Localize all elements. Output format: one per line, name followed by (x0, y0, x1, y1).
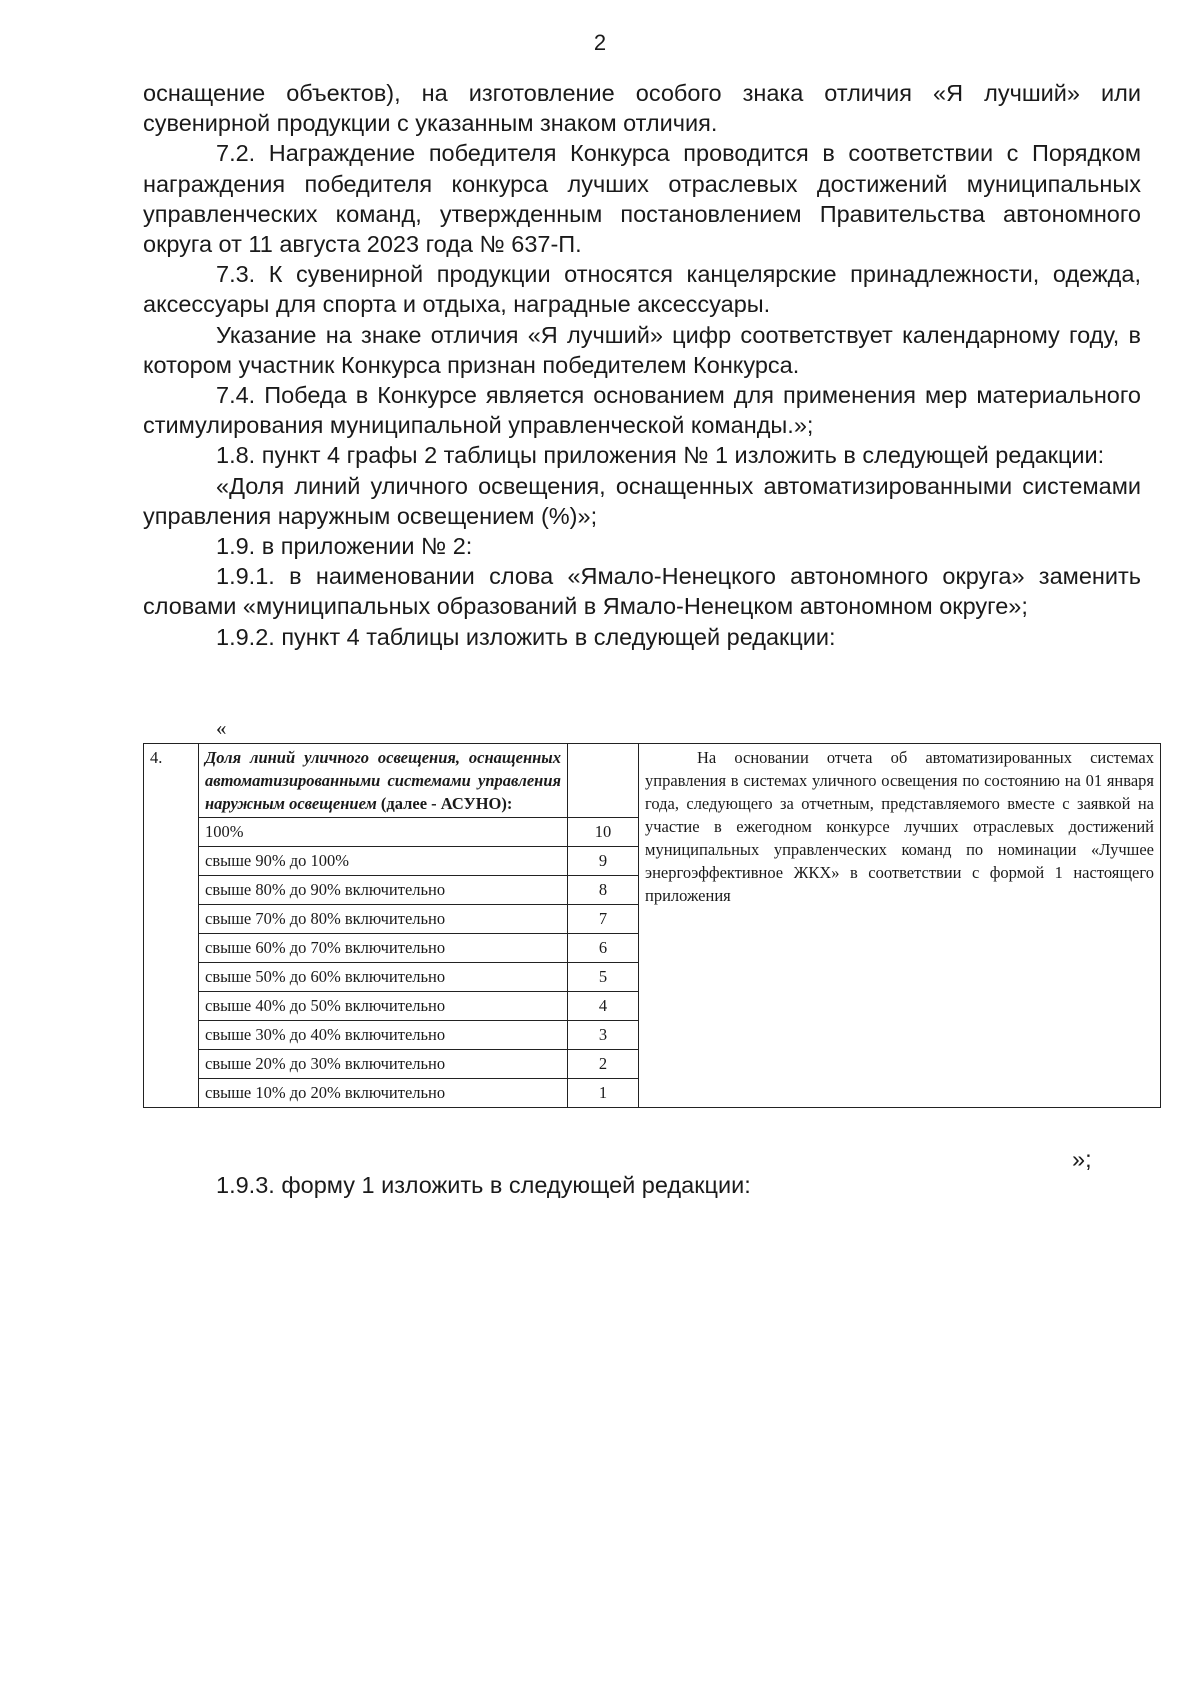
table-heading-row (144, 744, 1161, 818)
paragraph-1-8: 1.8. пункт 4 графы 2 таблицы приложения № 1 изложить в следующей редакции: (216, 442, 1105, 469)
body-text (143, 78, 1141, 652)
range-cell: свыше 20% до 30% включительно (199, 1050, 568, 1079)
paragraph-1-9-1: 1.9.1. в наименовании слова «Ямало-Ненецкого автономного округа» заменить словами «муниципальных образований в Ямало-Ненецком автономном округе»; (143, 563, 1141, 620)
score-cell: 6 (568, 934, 639, 963)
range-cell: свыше 70% до 80% включительно (199, 905, 568, 934)
paragraph-1-9-3: 1.9.3. форму 1 изложить в следующей редакции: (216, 1172, 751, 1198)
score-cell: 8 (568, 876, 639, 905)
range-cell: свыше 10% до 20% включительно (199, 1079, 568, 1108)
paragraph-1-9: 1.9. в приложении № 2: (216, 533, 473, 560)
paragraph-badge-year: Указание на знаке отличия «Я лучший» цифр соответствует календарному году, в котором участник Конкурса признан победителем Конкурса. (143, 321, 1141, 378)
page-number: 2 (593, 30, 607, 55)
score-cell: 9 (568, 847, 639, 876)
range-cell: свыше 50% до 60% включительно (199, 963, 568, 992)
method-text: На основании отчета об автоматизированных системах управления в системах уличного освещения по состоянию на 01 января года, следующего за отчетным, представляемого вместе с заявкой на участие в ежегодном конкурсе лучших отраслевых достижений муниципальных управленческих команд по номинации «Лучшее энергоэффективное ЖКХ» в соответствии с формой 1 настоящего приложения (645, 748, 1154, 905)
paragraph-7-2: 7.2. Награждение победителя Конкурса проводится в соответствии с Порядком награждения победителя конкурса лучших отраслевых достижений муниципальных управленческих команд, утвержденным постановлением Правительства автономного округа от 11 августа 2023 года № 637-П. (143, 140, 1141, 258)
open-quote: « (216, 716, 227, 740)
range-cell: 100% (199, 818, 568, 847)
indicator-heading-cell (199, 744, 568, 818)
score-cell: 5 (568, 963, 639, 992)
indicator-heading: Доля линий уличного освещения, оснащенных автоматизированными системами управления наружным освещением (205, 748, 561, 813)
paragraph-quote-share: «Доля линий уличного освещения, оснащенных автоматизированными системами управления наружным освещением (%)»; (143, 472, 1141, 529)
score-cell: 1 (568, 1079, 639, 1108)
paragraph-7-3: 7.3. К сувенирной продукции относятся канцелярские принадлежности, одежда, аксессуары для спорта и отдыха, наградные аксессуары. (143, 261, 1141, 318)
range-cell: свыше 30% до 40% включительно (199, 1021, 568, 1050)
range-cell: свыше 60% до 70% включительно (199, 934, 568, 963)
paragraph-1-9-2: 1.9.2. пункт 4 таблицы изложить в следующей редакции: (216, 623, 836, 650)
paragraph-continuation: оснащение объектов), на изготовление особого знака отличия «Я лучший» или сувенирной продукции с указанным знаком отличия. (143, 80, 1141, 137)
range-cell: свыше 80% до 90% включительно (199, 876, 568, 905)
score-cell: 4 (568, 992, 639, 1021)
range-cell: свыше 40% до 50% включительно (199, 992, 568, 1021)
score-cell: 7 (568, 905, 639, 934)
score-cell: 10 (568, 818, 639, 847)
score-cell: 3 (568, 1021, 639, 1050)
indicator-heading-abbrev: (далее - АСУНО): (380, 794, 513, 813)
score-cell: 2 (568, 1050, 639, 1079)
method-cell (639, 744, 1161, 1108)
close-quote: »; (1072, 1146, 1092, 1172)
range-cell: свыше 90% до 100% (199, 847, 568, 876)
row-number-cell: 4. (144, 744, 199, 1108)
score-header-cell (568, 744, 639, 818)
criteria-table (143, 743, 1161, 1108)
paragraph-7-4: 7.4. Победа в Конкурсе является основанием для применения мер материального стимулирования муниципальной управленческой команды.»; (143, 382, 1141, 439)
